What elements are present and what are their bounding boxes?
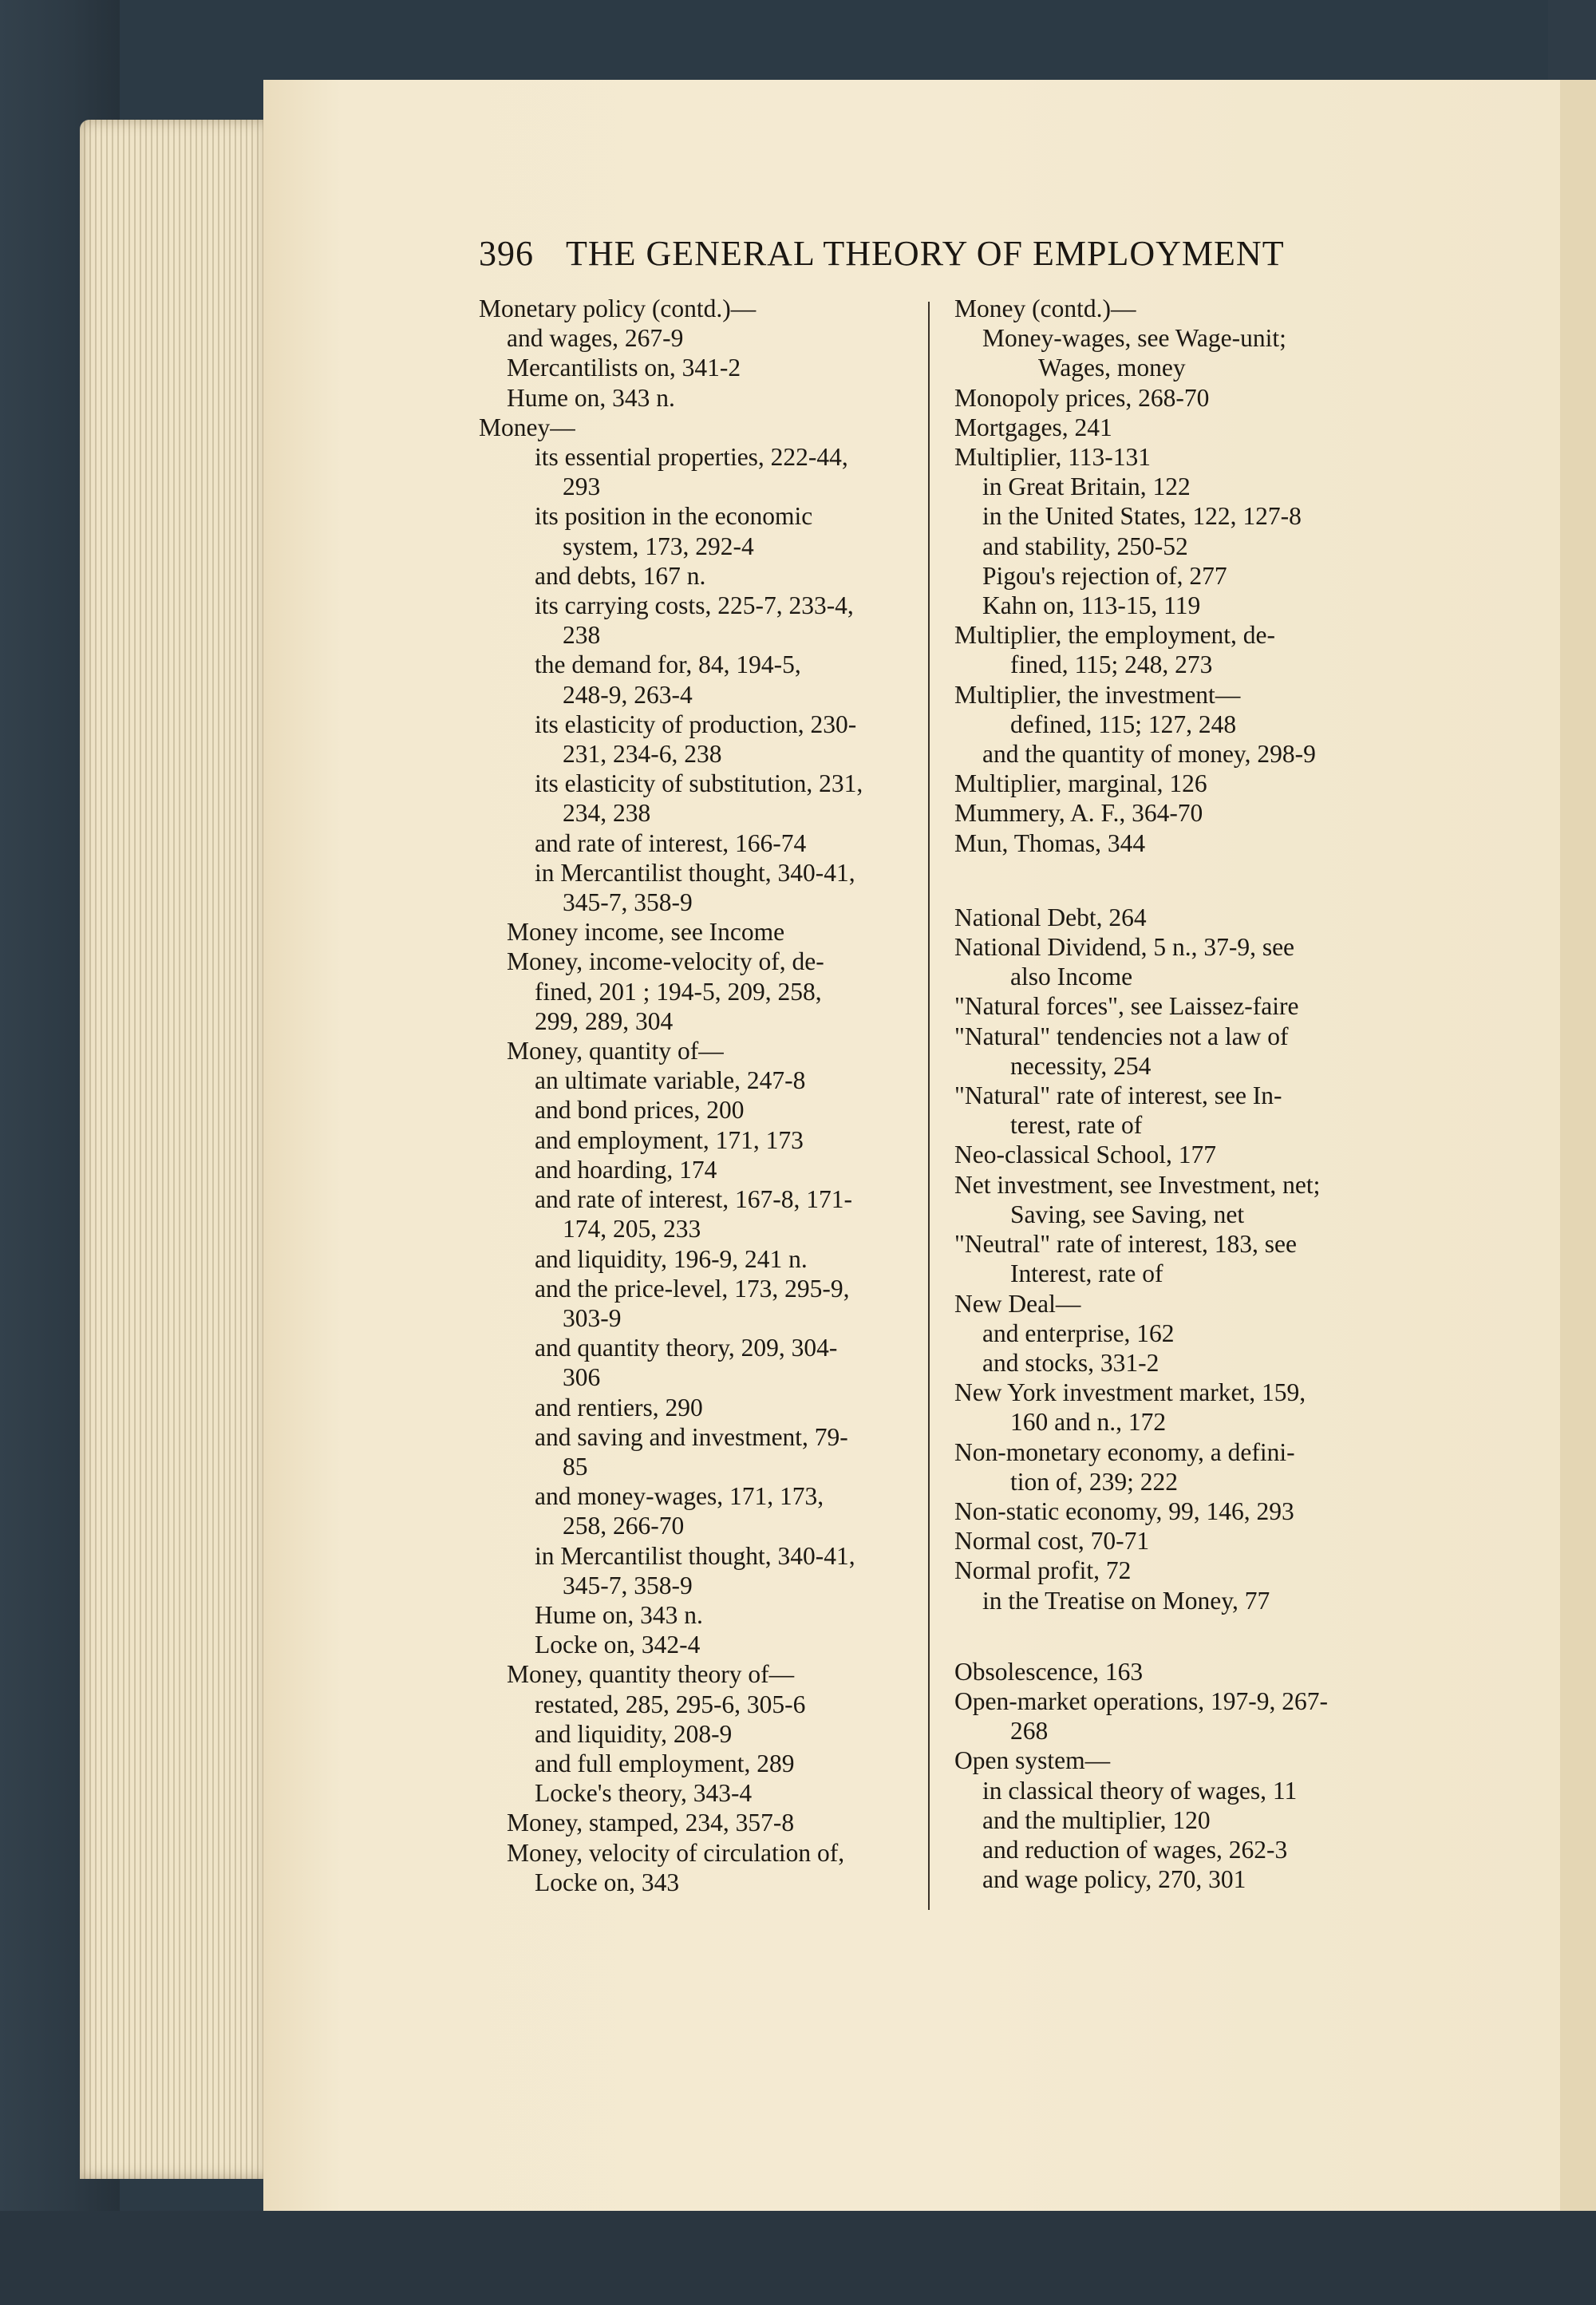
index-subentry: and liquidity, 208-9 [535,1719,733,1748]
index-subentry: in Mercantilist thought, 340-41, [535,858,855,887]
index-subentry: and reduction of wages, 262-3 [982,1835,1288,1864]
index-continuation: Wages, money [1038,354,1186,382]
index-subentry: in the Treatise on Money, 77 [982,1586,1270,1615]
index-continuation: 268 [1010,1717,1049,1746]
index-entry: Money, velocity of circulation of, [507,1838,845,1867]
letter-section-gap [954,1615,1409,1657]
index-entry: Monopoly prices, 268-70 [954,383,1210,412]
index-entry: National Dividend, 5 n., 37-9, see [954,933,1295,962]
index-column-left [479,294,926,1897]
index-subentry: Money-wages, see Wage-unit; [982,324,1286,353]
index-continuation: Interest, rate of [1010,1259,1163,1288]
index-continuation: 234, 238 [563,799,651,828]
index-subentry: and rentiers, 290 [535,1393,703,1421]
index-subentry: and quantity theory, 209, 304- [535,1334,838,1362]
page-number: 396 [479,234,534,273]
index-entry: Mun, Thomas, 344 [954,828,1146,857]
index-continuation: 248-9, 263-4 [563,680,693,709]
index-continuation: 258, 266-70 [563,1512,685,1540]
index-continuation: terest, rate of [1010,1111,1143,1140]
index-entry: Money, quantity of— [507,1037,724,1066]
index-subentry: Hume on, 343 n. [507,383,675,412]
index-continuation: 345-7, 358-9 [563,888,693,917]
index-subentry: in the United States, 122, 127-8 [982,502,1302,531]
index-subentry: and debts, 167 n. [535,561,706,590]
index-entry: Money— [479,413,575,441]
index-subentry: its carrying costs, 225-7, 233-4, [535,591,854,620]
index-subentry: its elasticity of substitution, 231, [535,769,863,798]
index-subentry: and rate of interest, 166-74 [535,828,807,857]
index-continuation: system, 173, 292-4 [563,532,754,560]
index-entry: Open system— [954,1746,1111,1775]
book-cover-bottom [0,2211,1596,2305]
index-entry: Multiplier, marginal, 126 [954,769,1207,798]
index-continuation: defined, 115; 127, 248 [1010,710,1237,738]
index-column-right [954,294,1409,1894]
index-entry: Neo-classical School, 177 [954,1141,1217,1169]
index-subentry: the demand for, 84, 194-5, [535,650,801,679]
index-subentry: and the price-level, 173, 295-9, [535,1274,850,1303]
index-continuation: fined, 115; 248, 273 [1010,650,1213,679]
index-entry: Monetary policy (contd.)— [479,295,757,322]
index-subentry: restated, 285, 295-6, 305-6 [535,1690,806,1718]
index-continuation: 231, 234-6, 238 [563,740,722,769]
index-continuation: 303-9 [563,1303,622,1332]
index-subentry: and wages, 267-9 [507,324,684,353]
index-subentry: and money-wages, 171, 173, [535,1482,824,1511]
index-subentry: its elasticity of production, 230- [535,710,857,738]
index-subentry: Hume on, 343 n. [535,1600,703,1629]
index-entry: Open-market operations, 197-9, 267- [954,1686,1328,1715]
index-subentry: and enterprise, 162 [982,1319,1175,1347]
index-entry: Multiplier, 113-131 [954,443,1152,472]
index-subentry: and rate of interest, 167-8, 171- [535,1185,852,1214]
index-subentry: and the quantity of money, 298-9 [982,740,1316,769]
running-header [479,233,1317,274]
index-subentry: and employment, 171, 173 [535,1125,804,1154]
index-subentry: and liquidity, 196-9, 241 n. [535,1244,808,1273]
page-right-edge [1560,80,1596,2211]
index-subentry: Locke on, 342-4 [535,1631,701,1659]
index-entry: Money, quantity theory of— [507,1660,795,1689]
index-entry: Net investment, see Investment, net; [954,1170,1321,1199]
index-entry: National Debt, 264 [954,903,1147,931]
index-subentry: Kahn on, 113-15, 119 [982,591,1201,620]
index-entry: Normal cost, 70-71 [954,1527,1150,1556]
index-entry: "Natural" rate of interest, see In- [954,1081,1282,1110]
index-entry: New Deal— [954,1289,1081,1318]
index-subentry: its position in the economic [535,502,813,531]
index-entry: Obsolescence, 163 [954,1657,1144,1686]
index-subentry: in classical theory of wages, 11 [982,1776,1298,1805]
index-entry: Non-monetary economy, a defini- [954,1437,1295,1466]
index-entry: "Natural" tendencies not a law of [954,1022,1289,1050]
running-title: THE GENERAL THEORY OF EMPLOYMENT [566,234,1285,273]
column-divider [928,302,930,1910]
index-entry: "Natural forces", see Laissez-faire [954,992,1299,1021]
index-subentry: Pigou's rejection of, 277 [982,561,1227,590]
index-continuation: 299, 289, 304 [535,1006,674,1035]
index-subentry: its essential properties, 222-44, [535,443,848,472]
index-entry: "Neutral" rate of interest, 183, see [954,1230,1297,1259]
index-subentry: and bond prices, 200 [535,1096,745,1125]
index-entry: Mummery, A. F., 364-70 [954,799,1203,828]
index-continuation: fined, 201 ; 194-5, 209, 258, [535,977,822,1006]
index-entry: Mortgages, 241 [954,413,1112,441]
index-continuation: 160 and n., 172 [1010,1408,1167,1437]
index-subentry: Mercantilists on, 341-2 [507,354,741,382]
index-continuation: 85 [563,1452,588,1481]
index-subentry: in Great Britain, 122 [982,472,1191,501]
index-continuation: 238 [563,621,601,650]
index-continuation: 306 [563,1363,601,1392]
index-subentry: in Mercantilist thought, 340-41, [535,1541,855,1570]
index-subentry: an ultimate variable, 247-8 [535,1066,806,1095]
index-subentry: and wage policy, 270, 301 [982,1865,1246,1894]
index-continuation: Locke on, 343 [535,1868,680,1896]
index-continuation: 174, 205, 233 [563,1215,701,1243]
index-continuation: tion of, 239; 222 [1010,1467,1178,1496]
index-entry: Multiplier, the employment, de- [954,621,1276,650]
index-entry: Money income, see Income [507,918,785,947]
letter-section-gap [954,858,1409,903]
index-continuation: necessity, 254 [1010,1051,1152,1080]
index-entry: Money (contd.)— [954,295,1136,322]
index-continuation: also Income [1010,963,1133,991]
index-subentry: and saving and investment, 79- [535,1422,848,1451]
index-subentry: Locke's theory, 343-4 [535,1779,753,1808]
index-entry: New York investment market, 159, [954,1378,1306,1407]
index-entry: Non-static economy, 99, 146, 293 [954,1496,1294,1525]
index-entry: Multiplier, the investment— [954,680,1241,709]
index-subentry: and stability, 250-52 [982,532,1188,560]
index-subentry: and the multiplier, 120 [982,1805,1211,1834]
index-continuation: Saving, see Saving, net [1010,1200,1245,1228]
page-block-edges [80,120,267,2179]
index-entry: Normal profit, 72 [954,1556,1132,1585]
index-entry: Money, income-velocity of, de- [507,947,824,976]
index-subentry: and hoarding, 174 [535,1155,717,1184]
index-subentry: and stocks, 331-2 [982,1348,1159,1377]
index-continuation: 345-7, 358-9 [563,1571,693,1599]
index-subentry: and full employment, 289 [535,1749,795,1777]
index-continuation: 293 [563,472,601,501]
index-entry: Money, stamped, 234, 357-8 [507,1809,795,1837]
